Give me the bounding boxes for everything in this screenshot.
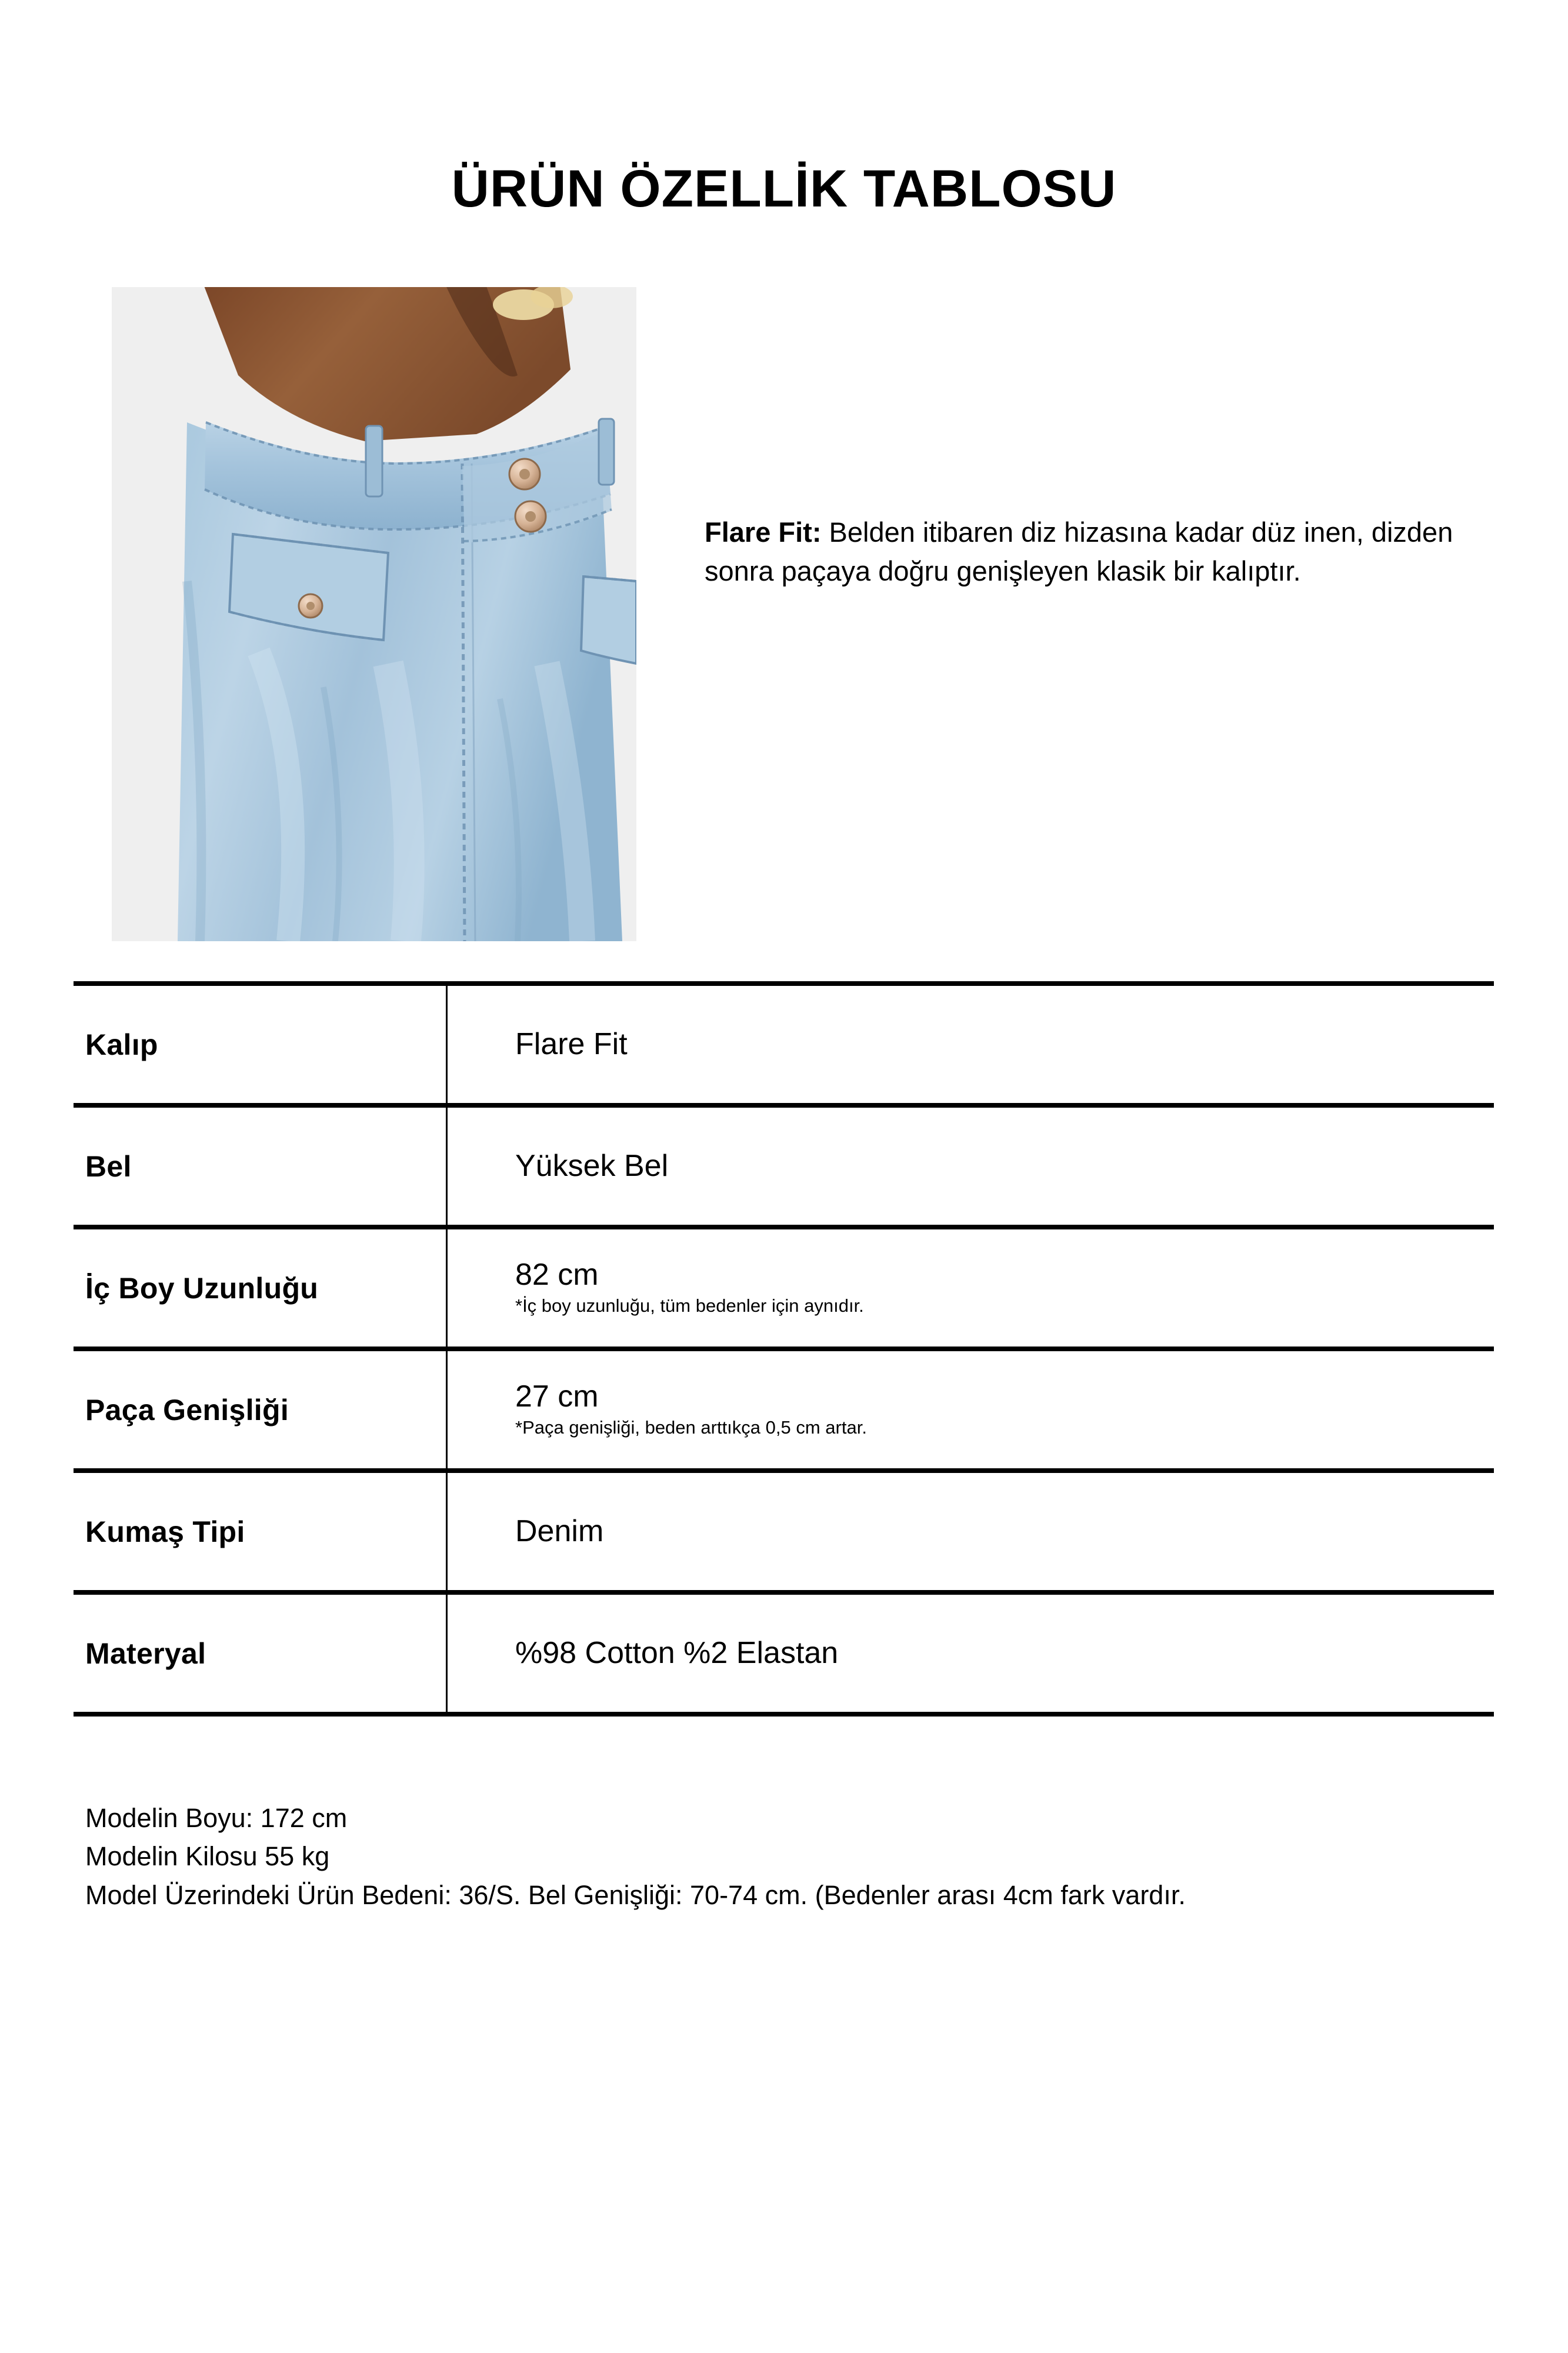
fit-description-lead: Flare Fit: xyxy=(705,516,822,548)
spec-value xyxy=(447,1471,1494,1592)
table-row xyxy=(74,984,1494,1105)
spec-value-note: *Paça genişliği, beden arttıkça 0,5 cm artar. xyxy=(515,1417,867,1438)
spec-value-main: Denim xyxy=(515,1514,604,1549)
spec-value-main: 27 cm xyxy=(515,1379,599,1414)
spec-label: Kumaş Tipi xyxy=(74,1471,447,1592)
spec-label: Bel xyxy=(74,1105,447,1227)
table-row xyxy=(74,1349,1494,1471)
spec-value xyxy=(447,1227,1494,1349)
table-row xyxy=(74,1105,1494,1227)
model-weight: Modelin Kilosu 55 kg xyxy=(85,1841,330,1872)
spec-value xyxy=(447,1105,1494,1227)
product-spec-table xyxy=(74,981,1494,1717)
spec-value xyxy=(447,984,1494,1105)
table-row xyxy=(74,1471,1494,1592)
spec-value-note: *İç boy uzunluğu, tüm bedenler için aynıdır. xyxy=(515,1295,864,1317)
spec-label: İç Boy Uzunluğu xyxy=(74,1227,447,1349)
spec-value-main: 82 cm xyxy=(515,1258,599,1292)
spec-value xyxy=(447,1592,1494,1714)
fit-description xyxy=(705,513,1469,591)
denim-jeans-illustration xyxy=(112,287,636,941)
fit-description-body: Belden itibaren diz hizasına kadar düz inen, dizden sonra paçaya doğru genişleyen klasik bir kalıptır. xyxy=(705,516,1453,586)
spec-label: Kalıp xyxy=(74,984,447,1105)
product-image xyxy=(112,287,636,941)
page-title: ÜRÜN ÖZELLİK TABLOSU xyxy=(451,159,1117,218)
model-info-block xyxy=(85,1799,1456,1914)
table-row xyxy=(74,1592,1494,1714)
model-worn-size: Model Üzerindeki Ürün Bedeni: 36/S. Bel Genişliği: 70-74 cm. (Bedenler arası 4cm fark vardır. xyxy=(85,1879,1186,1910)
table-row xyxy=(74,1227,1494,1349)
spec-label: Paça Genişliği xyxy=(74,1349,447,1471)
spec-value-main: %98 Cotton %2 Elastan xyxy=(515,1636,839,1671)
spec-value-main: Yüksek Bel xyxy=(515,1149,669,1184)
spec-label: Materyal xyxy=(74,1592,447,1714)
model-height: Modelin Boyu: 172 cm xyxy=(85,1803,348,1833)
spec-value-main: Flare Fit xyxy=(515,1027,628,1062)
spec-value xyxy=(447,1349,1494,1471)
